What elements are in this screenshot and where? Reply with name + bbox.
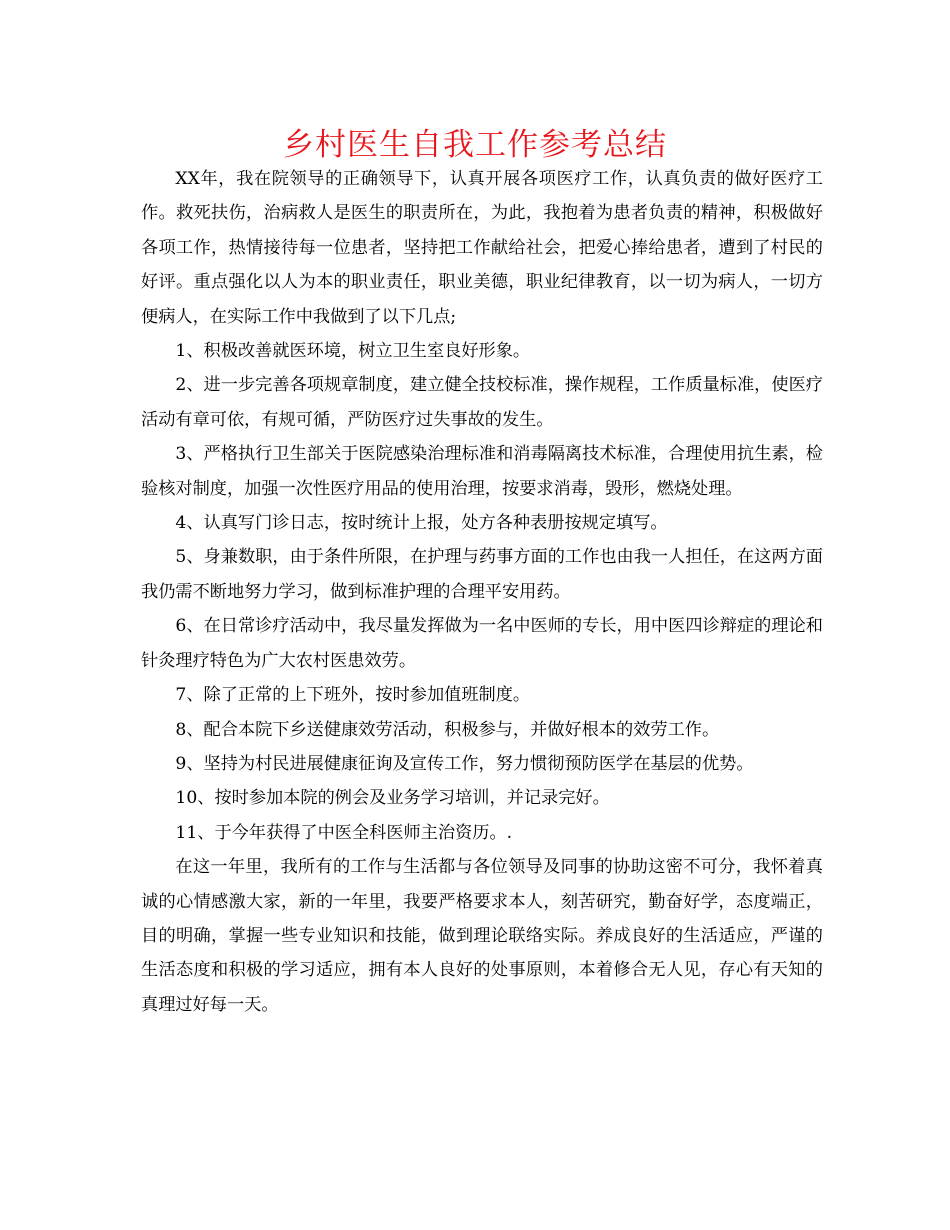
document-body <box>141 162 823 1022</box>
paragraph-item-10: 10、按时参加本院的例会及业务学习培训，并记录完好。 <box>175 788 610 809</box>
document-title: 乡村医生自我工作参考总结 <box>283 127 667 163</box>
paragraph-item-9: 9、坚持为村民进展健康征询及宣传工作，努力惯彻预防医学在基层的优势。 <box>175 753 754 774</box>
paragraph-conclusion: 在这一年里，我所有的工作与生活都与各位领导及同事的协助这密不可分，我怀着真诚的心情感激大家，新的一年里，我要严格要求本人，刻苦研究，勤奋好学，态度端正，目的明确，掌握一些专业知识和技能，做到理论联络实际。养成良好的生活适应，严谨的生活态度和积极的学习适应，拥有本人良好的处事原则，本着修合无人见，存心有天知的真理过好每一天。 <box>141 857 823 1015</box>
paragraph-item-11: 11、于今年获得了中医全科医师主治资历。. <box>175 822 513 843</box>
paragraph-intro: XX年，我在院领导的正确领导下，认真开展各项医疗工作，认真负责的做好医疗工作。救死扶伤，治病救人是医生的职责所在，为此，我抱着为患者负责的精神，积极做好各项工作，热情接待每一位患者，坚持把工作献给社会，把爱心捧给患者，遭到了村民的好评。重点强化以人为本的职业责任，职业美德，职业纪律教育，以一切为病人，一切方便病人，在实际工作中我做到了以下几点; <box>141 169 823 327</box>
paragraph-item-4: 4、认真写门诊日志，按时统计上报，处方各种表册按规定填写。 <box>175 513 668 534</box>
paragraph-item-8: 8、配合本院下乡送健康效劳活动，积极参与，并做好根本的效劳工作。 <box>175 719 720 740</box>
paragraph-item-6: 6、在日常诊疗活动中，我尽量发挥做为一名中医师的专长，用中医四诊辩症的理论和针灸理疗特色为广大农村医患效劳。 <box>141 616 823 671</box>
paragraph-item-3: 3、严格执行卫生部关于医院感染治理标准和消毒隔离技术标准，合理使用抗生素，检验核对制度，加强一次性医疗用品的使用治理，按要求消毒，毁形，燃烧处理。 <box>141 444 823 499</box>
paragraph-item-7: 7、除了正常的上下班外，按时参加值班制度。 <box>175 685 531 706</box>
paragraph-item-5: 5、身兼数职，由于条件所限，在护理与药事方面的工作也由我一人担任，在这两方面我仍需不断地努力学习，做到标准护理的合理平安用药。 <box>141 547 823 602</box>
paragraph-item-2: 2、进一步完善各项规章制度，建立健全技校标准，操作规程，工作质量标准，使医疗活动有章可依，有规可循，严防医疗过失事故的发生。 <box>141 375 823 430</box>
paragraph-item-1: 1、积极改善就医环境，树立卫生室良好形象。 <box>175 341 531 362</box>
